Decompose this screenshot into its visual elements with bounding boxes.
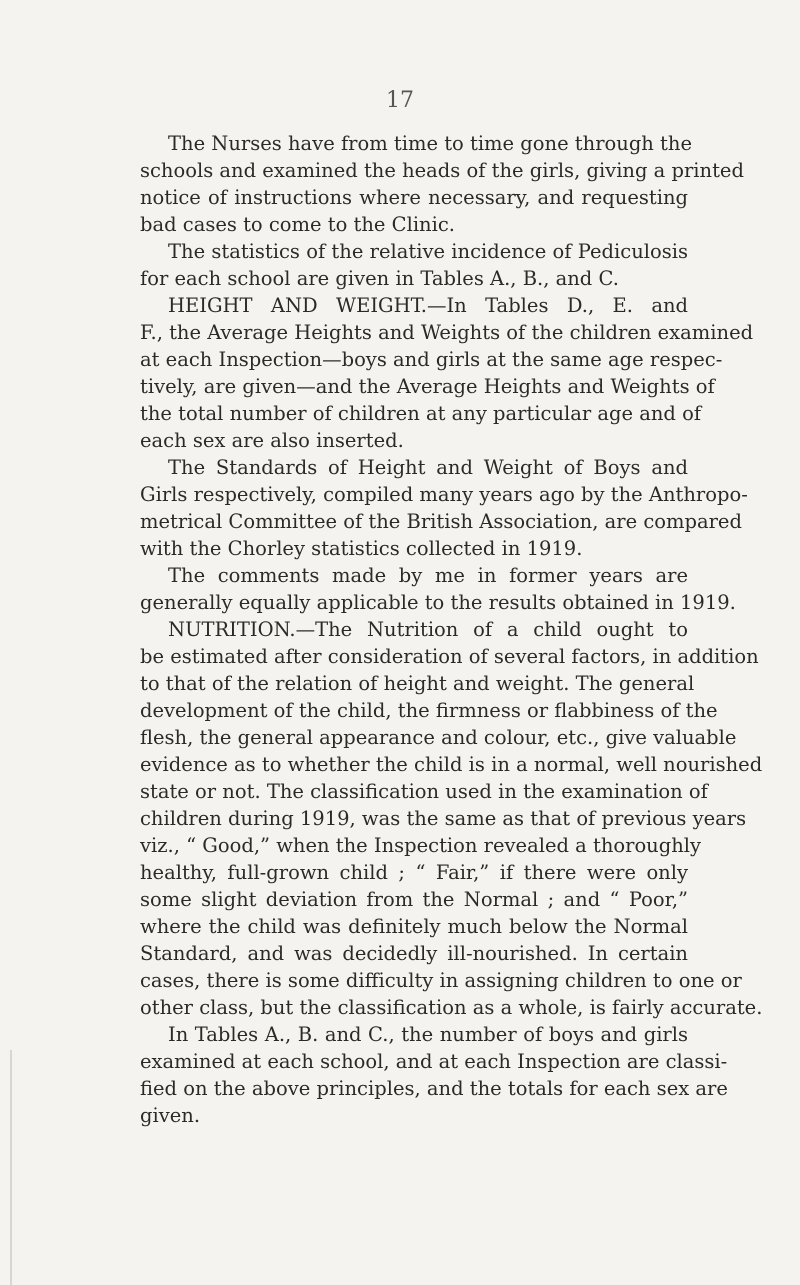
text-line: cases, there is some difficulty in assigning children to one or: [140, 969, 742, 992]
text-line: Girls respectively, compiled many years ago by the Anthropo-: [140, 483, 748, 506]
text-line: children during 1919, was the same as that of previous years: [140, 807, 747, 830]
text-line: state or not. The classification used in the examination of: [140, 780, 708, 803]
text-line: given.: [140, 1104, 201, 1127]
text-line: The statistics of the relative incidence of Pediculosis: [168, 240, 688, 263]
section-heading-nutrition: NUTRITION.—The Nutrition of a child ought to: [168, 618, 688, 641]
text-line: metrical Committee of the British Association, are compared: [140, 510, 742, 533]
text-line: The comments made by me in former years are: [168, 564, 688, 587]
text-line: bad cases to come to the Clinic.: [140, 213, 455, 236]
text-line: with the Chorley statistics collected in 1919.: [140, 537, 583, 560]
text-line: notice of instructions where necessary, and requesting: [140, 186, 688, 209]
text-line: flesh, the general appearance and colour, etc., give valuable: [140, 726, 737, 749]
text-line: fied on the above principles, and the totals for each sex are: [140, 1077, 728, 1100]
text-line: The Standards of Height and Weight of Boys and: [168, 456, 688, 479]
text-line: where the child was definitely much below the Normal: [140, 915, 688, 938]
text-line: the total number of children at any particular age and of: [140, 402, 702, 425]
text-line: The Nurses have from time to time gone through the: [168, 132, 692, 155]
text-line: healthy, full-grown child ; “ Fair,” if there were only: [140, 861, 688, 884]
text-line: other class, but the classification as a whole, is fairly accurate.: [140, 996, 763, 1019]
text-line: at each Inspection—boys and girls at the same age respec-: [140, 348, 723, 371]
text-line: viz., “ Good,” when the Inspection revealed a thoroughly: [140, 834, 702, 857]
page-edge-shadow: [10, 1050, 12, 1285]
text-line: schools and examined the heads of the girls, giving a printed: [140, 159, 744, 182]
text-line: F., the Average Heights and Weights of the children examined: [140, 321, 754, 344]
body-text: [140, 130, 763, 1129]
text-line: examined at each school, and at each Inspection are classi-: [140, 1050, 728, 1073]
text-line: generally equally applicable to the results obtained in 1919.: [140, 591, 736, 614]
text-line: In Tables A., B. and C., the number of boys and girls: [168, 1023, 688, 1046]
text-line: tively, are given—and the Average Heights and Weights of: [140, 375, 715, 398]
text-line: evidence as to whether the child is in a normal, well nourished: [140, 753, 763, 776]
text-line: for each school are given in Tables A., B., and C.: [140, 267, 619, 290]
text-line: be estimated after consideration of several factors, in addition: [140, 645, 759, 668]
text-line: each sex are also inserted.: [140, 429, 404, 452]
text-line: Standard, and was decidedly ill-nourished. In certain: [140, 942, 688, 965]
text-line: development of the child, the firmness or flabbiness of the: [140, 699, 718, 722]
section-heading-height-weight: HEIGHT AND WEIGHT.—In Tables D., E. and: [168, 294, 688, 317]
page-number: 17: [386, 88, 414, 113]
text-line: to that of the relation of height and weight. The general: [140, 672, 695, 695]
text-line: some slight deviation from the Normal ; and “ Poor,”: [140, 888, 688, 911]
